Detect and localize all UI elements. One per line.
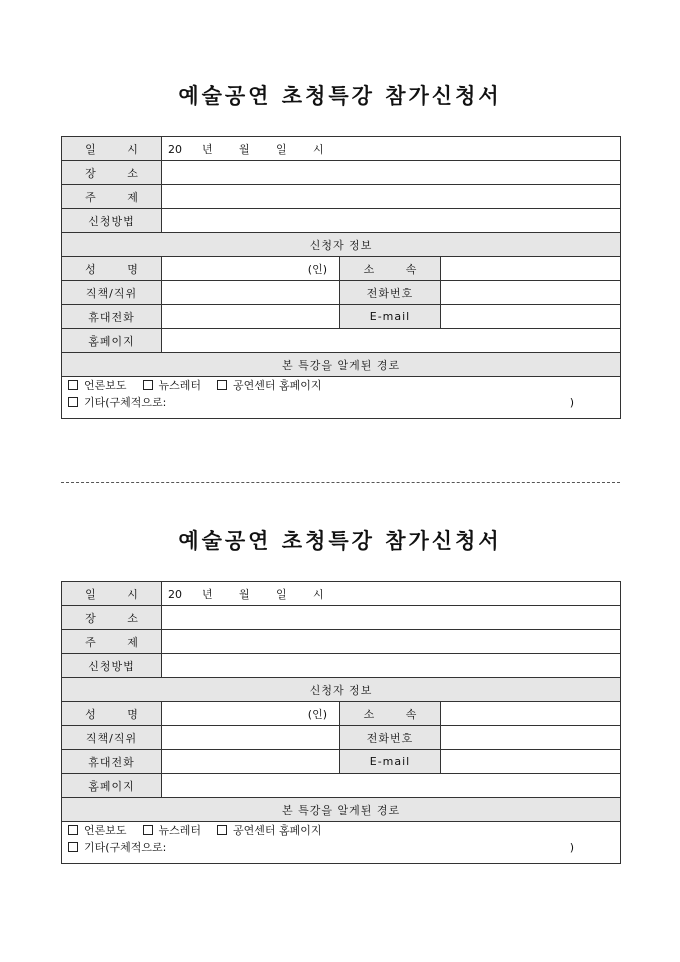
phone-label: 전화번호 bbox=[340, 726, 441, 750]
option-label: 언론보도 bbox=[84, 379, 127, 392]
date-year-prefix: 20 bbox=[168, 587, 182, 601]
datetime-label: 일 시 bbox=[62, 582, 162, 606]
email-label: E-mail bbox=[340, 750, 441, 774]
place-row bbox=[62, 606, 621, 630]
checkbox[interactable] bbox=[217, 825, 227, 835]
datetime-field[interactable] bbox=[162, 137, 621, 161]
position-label: 직책/직위 bbox=[62, 726, 162, 750]
homepage-field[interactable] bbox=[162, 329, 621, 353]
place-label: 장 소 bbox=[62, 606, 162, 630]
homepage-label: 홈페이지 bbox=[62, 774, 162, 798]
position-label: 직책/직위 bbox=[62, 281, 162, 305]
method-label: 신청방법 bbox=[62, 209, 162, 233]
mobile-label: 휴대전화 bbox=[62, 305, 162, 329]
email-field[interactable] bbox=[441, 305, 621, 329]
phone-field[interactable] bbox=[441, 726, 621, 750]
form-title: 예술공연 초청특강 참가신청서 bbox=[178, 528, 502, 553]
position-field[interactable] bbox=[162, 281, 340, 305]
referral-option-press[interactable] bbox=[68, 377, 127, 394]
mobile-field[interactable] bbox=[162, 750, 340, 774]
referral-options-row bbox=[62, 822, 621, 864]
affiliation-field[interactable] bbox=[441, 257, 621, 281]
position-row bbox=[62, 726, 621, 750]
mobile-row bbox=[62, 750, 621, 774]
place-label: 장 소 bbox=[62, 161, 162, 185]
application-form-table bbox=[61, 136, 621, 419]
phone-label: 전화번호 bbox=[340, 281, 441, 305]
name-row bbox=[62, 702, 621, 726]
cut-line-divider bbox=[61, 482, 620, 483]
topic-row bbox=[62, 185, 621, 209]
date-year-unit: 년 bbox=[202, 587, 213, 601]
option-label: 기타(구체적으로: bbox=[84, 396, 167, 409]
referral-option-other[interactable] bbox=[68, 841, 166, 854]
other-close-paren: ) bbox=[569, 396, 575, 409]
datetime-row bbox=[62, 582, 621, 606]
method-label: 신청방법 bbox=[62, 654, 162, 678]
referral-section-row bbox=[62, 353, 621, 377]
option-label: 공연센터 홈페이지 bbox=[233, 379, 322, 392]
date-month-unit: 월 bbox=[239, 142, 250, 156]
place-field[interactable] bbox=[162, 161, 621, 185]
method-field[interactable] bbox=[162, 209, 621, 233]
applicant-section-title: 신청자 정보 bbox=[62, 678, 621, 702]
datetime-row bbox=[62, 137, 621, 161]
homepage-label: 홈페이지 bbox=[62, 329, 162, 353]
homepage-row bbox=[62, 329, 621, 353]
datetime-label: 일 시 bbox=[62, 137, 162, 161]
email-label: E-mail bbox=[340, 305, 441, 329]
position-row bbox=[62, 281, 621, 305]
referral-options bbox=[62, 377, 621, 419]
checkbox[interactable] bbox=[68, 397, 78, 407]
affiliation-label: 소 속 bbox=[340, 257, 441, 281]
checkbox[interactable] bbox=[143, 825, 153, 835]
option-label: 공연센터 홈페이지 bbox=[233, 824, 322, 837]
referral-option-newsletter[interactable] bbox=[143, 822, 202, 839]
topic-field[interactable] bbox=[162, 630, 621, 654]
name-label: 성 명 bbox=[62, 702, 162, 726]
checkbox[interactable] bbox=[143, 380, 153, 390]
mobile-field[interactable] bbox=[162, 305, 340, 329]
applicant-section-row bbox=[62, 233, 621, 257]
mobile-row bbox=[62, 305, 621, 329]
referral-option-homepage[interactable] bbox=[217, 377, 322, 394]
referral-section-title: 본 특강을 알게된 경로 bbox=[62, 353, 621, 377]
datetime-field[interactable] bbox=[162, 582, 621, 606]
applicant-section-title: 신청자 정보 bbox=[62, 233, 621, 257]
referral-options bbox=[62, 822, 621, 864]
place-row bbox=[62, 161, 621, 185]
name-row bbox=[62, 257, 621, 281]
date-year-prefix: 20 bbox=[168, 142, 182, 156]
application-form-table bbox=[61, 581, 621, 864]
referral-option-other[interactable] bbox=[68, 396, 166, 409]
date-year-unit: 년 bbox=[202, 142, 213, 156]
email-field[interactable] bbox=[441, 750, 621, 774]
referral-options-row bbox=[62, 377, 621, 419]
mobile-label: 휴대전화 bbox=[62, 750, 162, 774]
phone-field[interactable] bbox=[441, 281, 621, 305]
name-field[interactable] bbox=[162, 257, 340, 281]
checkbox[interactable] bbox=[68, 825, 78, 835]
topic-label: 주 제 bbox=[62, 630, 162, 654]
other-close-paren: ) bbox=[569, 841, 575, 854]
place-field[interactable] bbox=[162, 606, 621, 630]
method-field[interactable] bbox=[162, 654, 621, 678]
method-row bbox=[62, 654, 621, 678]
option-label: 뉴스레터 bbox=[158, 824, 202, 837]
referral-option-newsletter[interactable] bbox=[143, 377, 202, 394]
topic-label: 주 제 bbox=[62, 185, 162, 209]
option-label: 뉴스레터 bbox=[158, 379, 202, 392]
checkbox[interactable] bbox=[68, 842, 78, 852]
date-hour-unit: 시 bbox=[313, 587, 324, 601]
affiliation-label: 소 속 bbox=[340, 702, 441, 726]
date-month-unit: 월 bbox=[239, 587, 250, 601]
topic-row bbox=[62, 630, 621, 654]
option-label: 언론보도 bbox=[84, 824, 127, 837]
homepage-field[interactable] bbox=[162, 774, 621, 798]
date-day-unit: 일 bbox=[276, 587, 287, 601]
form-title: 예술공연 초청특강 참가신청서 bbox=[178, 83, 502, 108]
position-field[interactable] bbox=[162, 726, 340, 750]
date-hour-unit: 시 bbox=[313, 142, 324, 156]
affiliation-field[interactable] bbox=[441, 702, 621, 726]
checkbox[interactable] bbox=[68, 380, 78, 390]
checkbox[interactable] bbox=[217, 380, 227, 390]
seal-mark: (인) bbox=[307, 262, 327, 276]
option-label: 기타(구체적으로: bbox=[84, 841, 167, 854]
referral-option-homepage[interactable] bbox=[217, 822, 322, 839]
date-day-unit: 일 bbox=[276, 142, 287, 156]
method-row bbox=[62, 209, 621, 233]
referral-option-press[interactable] bbox=[68, 822, 127, 839]
topic-field[interactable] bbox=[162, 185, 621, 209]
name-field[interactable] bbox=[162, 702, 340, 726]
name-label: 성 명 bbox=[62, 257, 162, 281]
applicant-section-row bbox=[62, 678, 621, 702]
homepage-row bbox=[62, 774, 621, 798]
referral-section-row bbox=[62, 798, 621, 822]
referral-section-title: 본 특강을 알게된 경로 bbox=[62, 798, 621, 822]
seal-mark: (인) bbox=[307, 707, 327, 721]
